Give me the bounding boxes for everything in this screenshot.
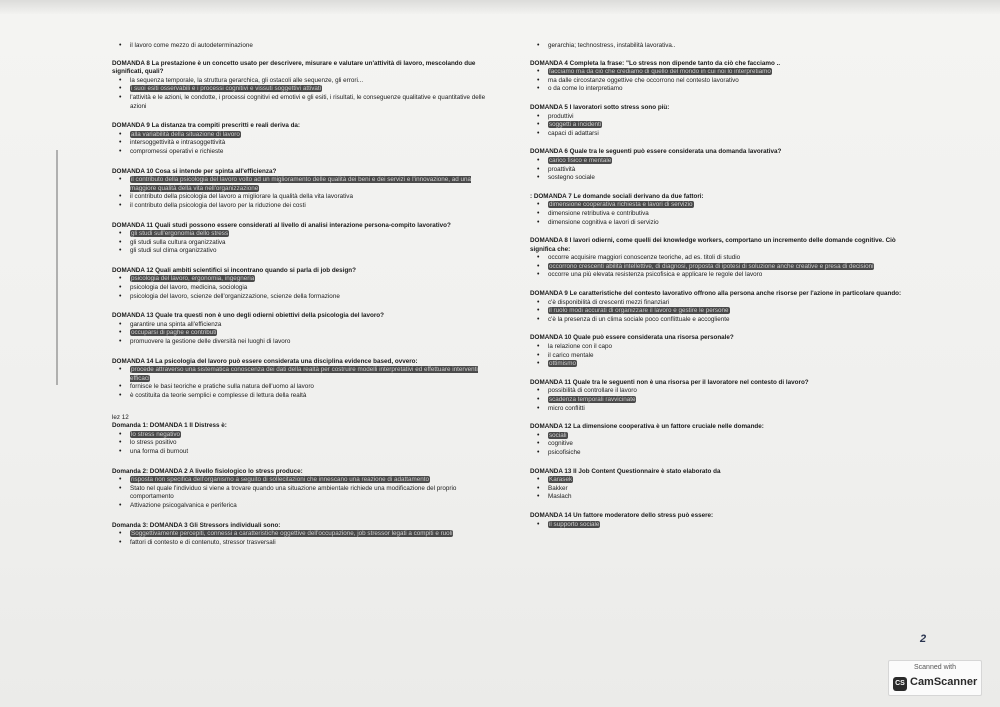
highlighted-answer-text: occorrono crescenti abilità intellettive, di diagnosi, proposta di ipotesi di soluzione anche creative e presa di decisioni (549, 262, 874, 270)
highlighted-answer-text: occuparsi di paghe e contributi (131, 329, 217, 337)
question-block (112, 60, 487, 112)
question-title: DOMANDA 11 Quali studi possono essere considerati al livello di analisi interazione persona-compito lavorativo? (112, 221, 451, 229)
answer-item: • gli studi sul clima organizzativo (130, 247, 487, 256)
question-block (530, 423, 905, 457)
answer-item-highlighted (130, 476, 487, 485)
highlighted-answer-text: Karasek (549, 476, 573, 484)
question-block (112, 468, 487, 511)
question-title: DOMANDA 12 La dimensione cooperativa è un fattore cruciale nelle domande: (530, 423, 764, 431)
answer-item: • micro conflitti (548, 405, 905, 414)
answer-list (530, 68, 905, 94)
watermark-caption: Scanned with (913, 664, 957, 671)
page-number: 2 (920, 633, 927, 645)
answer-list (530, 521, 905, 530)
question-block (112, 168, 487, 211)
answer-item-highlighted (130, 275, 487, 284)
answer-list (112, 275, 487, 301)
question-title: : DOMANDA 7 Le domande sociali derivano da due fattori: (530, 192, 704, 200)
question-title: DOMANDA 9 La distanza tra compiti prescritti e reali deriva da: (112, 122, 301, 130)
answer-item-highlighted (130, 85, 487, 94)
answer-list (112, 476, 487, 510)
answer-item-highlighted (548, 307, 905, 316)
answer-item: • occorre acquisire maggiori conoscenze teoriche, ad es. titoli di studio (548, 254, 905, 263)
highlighted-answer-text: ottimismo (549, 360, 576, 368)
question-title: DOMANDA 8 I lavori odierni, come quelli dei knowledge workers, comportano un incremento delle domande cognitive. Ciò significa che: (530, 237, 896, 253)
answer-list (530, 201, 905, 227)
question-block (530, 334, 905, 368)
answer-item-highlighted (130, 530, 487, 539)
answer-item-highlighted (548, 396, 905, 405)
highlighted-answer-text: Soggettivamente percepiti, connessi a caratteristiche oggettive dell'occupazione, job stressor legati a compiti e ruoli (131, 530, 453, 538)
highlighted-answer-text: il supporto sociale (549, 520, 600, 528)
answer-item-highlighted (548, 68, 905, 77)
answer-item: • compromessi operativi e richieste (130, 148, 487, 157)
answer-item: • o da come lo interpretiamo (548, 85, 905, 94)
answer-item: • c'è la presenza di un clima sociale poco conflittuale e accogliente (548, 316, 905, 325)
highlighted-answer-text: scadenza temporali ravvicinate (549, 396, 636, 403)
answer-item: • lo stress positivo (130, 439, 487, 448)
answer-list (112, 321, 487, 347)
answer-item-highlighted (548, 121, 905, 130)
highlighted-answer-text: il contributo della psicologia del lavoro volto ad un miglioramento delle qualità dei beni e dei servizi e l'innovazione, ad una maggiore qualità della vita nell'organizzazione (130, 176, 472, 192)
answer-list (530, 157, 905, 183)
highlighted-answer-text: dimensione cooperativa richiesta e lavori di servizio (549, 201, 693, 209)
answer-item: • Bakker (548, 485, 905, 494)
answer-item-highlighted (548, 201, 905, 210)
answer-item-highlighted (548, 360, 905, 369)
right-questions (530, 60, 905, 540)
question-title: DOMANDA 5 I lavoratori sotto stress sono più: (530, 103, 670, 111)
answer-list (530, 113, 905, 139)
answer-item-highlighted (130, 230, 487, 239)
answer-item: • dimensione retributiva e contributiva (548, 210, 905, 219)
list-item: • il lavoro come mezzo di autodeterminazione (130, 42, 487, 51)
highlighted-answer-text: lo stress negativo (131, 430, 181, 438)
lesson-label: lez 12 (112, 413, 129, 421)
list-item: • gerarchia; technostress, instabilità lavorativa.. (548, 42, 905, 51)
right-column (530, 42, 905, 539)
question-title: DOMANDA 9 Le caratteristiche del contesto lavorativo offrono alla persona anche risorse per l'azione in particolare quando: (530, 290, 902, 298)
answer-list (530, 299, 905, 325)
answer-item: • il carico mentale (548, 352, 905, 361)
highlighted-answer-text: i suoi esiti osservabili e i processi cognitivi e vissuti soggettivi attivati (131, 85, 322, 93)
answer-item-highlighted (548, 476, 905, 485)
answer-item: • possibilità di controllare il lavoro (548, 387, 905, 396)
answer-item-highlighted (130, 329, 487, 338)
answer-item: • ma dalle circostanze oggettive che occorrono nel contesto lavorativo (548, 77, 905, 86)
answer-item: • Stato nel quale l'individuo si viene a trovare quando una situazione ambientale richiede una modificazione del proprio comportamento (130, 485, 487, 502)
highlighted-answer-text: facciamo ma da ciò che crediamo di quello del mondo in cui noi lo interpretiamo (549, 68, 771, 76)
answer-item: • produttivi (548, 113, 905, 122)
answer-item: • la relazione con il capo (548, 343, 905, 352)
answer-list (112, 230, 487, 256)
page-spine-line (56, 150, 58, 385)
question-block (112, 122, 487, 156)
answer-item: • psicofisiche (548, 449, 905, 458)
answer-item: • garantire una spinta all'efficienza (130, 321, 487, 330)
question-block (530, 290, 905, 324)
answer-list (112, 530, 487, 547)
question-block (112, 522, 487, 548)
highlighted-answer-text: il ruolo modi accurati di organizzare il lavoro e gestire le persone (549, 307, 729, 315)
answer-item: • c'è disponibilità di crescenti mezzi finanziari (548, 299, 905, 308)
question-block (112, 222, 487, 256)
question-title: DOMANDA 8 La prestazione è un concetto usato per descrivere, misurare e valutare un'attività di lavoro, mescolando due significati, quali? (112, 59, 476, 76)
lesson-questions (112, 422, 487, 558)
answer-list (530, 476, 905, 502)
answer-item: • occorre una più elevata resistenza psicofisica e applicare le regole del lavoro (548, 271, 905, 280)
question-title: DOMANDA 14 Un fattore moderatore dello stress può essere: (530, 511, 714, 519)
answer-list (112, 77, 487, 111)
answer-item: • promuovere la gestione delle diversità nei luoghi di lavoro (130, 338, 487, 347)
answer-item-highlighted (548, 263, 905, 272)
answer-item: • fattori di contesto e di contenuto, stressor trasversali (130, 539, 487, 548)
left-questions (112, 60, 487, 412)
highlighted-answer-text: gli studi sull'ergonomia dello stress (131, 230, 229, 238)
answer-item-highlighted (130, 176, 487, 193)
question-block (530, 60, 905, 94)
question-title: DOMANDA 13 Il Job Content Questionnaire è stato elaborato da (530, 467, 721, 475)
question-block (530, 104, 905, 138)
answer-item: • Attivazione psicogalvanica e periferica (130, 502, 487, 511)
answer-item: • intersoggettività e intrasoggettività (130, 139, 487, 148)
answer-list (112, 431, 487, 457)
answer-list (112, 131, 487, 157)
highlighted-answer-text: alla variabilità della situazione di lavoro (131, 130, 240, 138)
answer-item-highlighted (548, 157, 905, 166)
answer-list (530, 343, 905, 369)
question-title: DOMANDA 6 Quale tra le seguenti può essere considerata una domanda lavorativa? (530, 148, 782, 156)
answer-item: • capaci di adattarsi (548, 130, 905, 139)
answer-item: • gli studi sulla cultura organizzativa (130, 239, 487, 248)
question-title: DOMANDA 10 Cosa si intende per spinta all'efficienza? (112, 167, 277, 175)
question-title: DOMANDA 13 Quale tra questi non è uno degli odierni obiettivi della psicologia del lavoro? (112, 312, 384, 320)
answer-item-highlighted (130, 131, 487, 140)
answer-item: • dimensione cognitiva e lavori di servizio (548, 219, 905, 228)
camscanner-watermark (888, 660, 982, 696)
answer-item: • cognitive (548, 440, 905, 449)
question-block (112, 267, 487, 301)
answer-item: • il contributo della psicologia del lavoro per la riduzione dei costi (130, 202, 487, 211)
answer-item: • fornisce le basi teoriche e pratiche sulla natura dell'uomo al lavoro (130, 383, 487, 392)
top-shadow (0, 0, 1000, 14)
camscanner-logo-icon: CS (893, 677, 907, 691)
answer-item: • è costituita da teorie semplici e complesse di lettura della realtà (130, 392, 487, 401)
question-block (112, 358, 487, 401)
answer-item: • proattività (548, 166, 905, 175)
answer-item-highlighted (130, 366, 487, 383)
highlighted-answer-text: soggetti a incidenti (549, 121, 602, 129)
question-title: DOMANDA 4 Completa la frase: "Lo stress non dipende tanto da ciò che facciamo .. (530, 59, 781, 67)
question-block (112, 422, 487, 456)
answer-item: • una forma di burnout (130, 448, 487, 457)
answer-item-highlighted (548, 521, 905, 530)
answer-item: • Maslach (548, 493, 905, 502)
highlighted-answer-text: risposta non specifica dell'organismo a seguito di sollecitazioni che innescano una reazione di adattamento (131, 476, 430, 484)
question-title: DOMANDA 12 Quali ambiti scientifici si incontrano quando si parla di job design? (112, 266, 356, 274)
question-block (112, 312, 487, 346)
answer-item: • la sequenza temporale, la struttura gerarchica, gli ostacoli alle sequenze, gli errori... (130, 77, 487, 86)
question-title: DOMANDA 10 Quale può essere considerata una risorsa personale? (530, 334, 734, 342)
question-title: Domanda 2: DOMANDA 2 A livello fisiologico lo stress produce: (112, 467, 303, 475)
question-title: DOMANDA 14 La psicologia del lavoro può essere considerata una disciplina evidence based, ovvero: (112, 357, 418, 365)
answer-item-highlighted (548, 432, 905, 441)
answer-list (530, 432, 905, 458)
answer-item-highlighted (130, 431, 487, 440)
answer-item: • il contributo della psicologia del lavoro a migliorare la qualità della vita lavorativa (130, 193, 487, 202)
left-column (112, 42, 487, 558)
answer-list (112, 366, 487, 400)
watermark-brand: CamScanner (910, 676, 978, 688)
question-block (530, 193, 905, 227)
answer-item: • psicologia del lavoro, medicina, sociologia (130, 284, 487, 293)
answer-item: • l'attività e le azioni, le condotte, i processi cognitivi ed emotivi e gli esiti, i risultati, le conseguenze qualitative e quantitative delle azioni (130, 94, 487, 111)
question-block (530, 148, 905, 182)
answer-item: • sostegno sociale (548, 174, 905, 183)
question-title: Domanda 3: DOMANDA 3 Gli Stressors individuali sono: (112, 521, 281, 529)
question-block (530, 237, 905, 280)
answer-item: • psicologia del lavoro, scienze dell'organizzazione, scienze della formazione (130, 293, 487, 302)
question-block (530, 379, 905, 413)
highlighted-answer-text: psicologia del lavoro, ergonomia, ingegneria (131, 275, 255, 283)
question-block (530, 512, 905, 529)
highlighted-answer-text: sociali (549, 431, 567, 439)
highlighted-answer-text: procede attraverso una sistematica conoscenza dei dati della realtà per costruire modelli interpretativi ed effettuare interventi efficaci (130, 366, 478, 382)
highlighted-answer-text: carico fisico e mentale (549, 156, 612, 164)
answer-list (112, 176, 487, 210)
question-block (530, 468, 905, 502)
answer-list (530, 254, 905, 280)
question-title: Domanda 1: DOMANDA 1 Il Distress è: (112, 422, 227, 430)
answer-list (530, 387, 905, 413)
question-title: DOMANDA 11 Quale tra le seguenti non è una risorsa per il lavoratore nel contesto di lavoro? (530, 378, 809, 386)
